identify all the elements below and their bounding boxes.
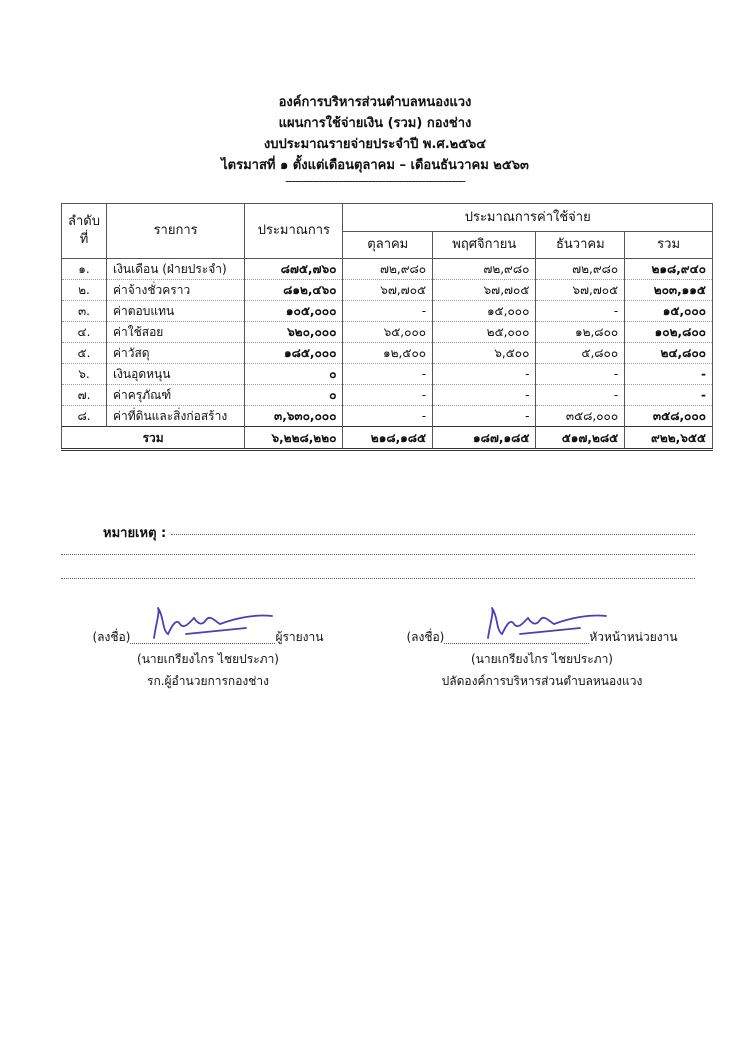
row-estimate: ๖๒๐,๐๐๐ bbox=[245, 322, 343, 343]
row-nov: ๒๕,๐๐๐ bbox=[433, 322, 536, 343]
row-estimate: ๘๗๕,๗๖๐ bbox=[245, 259, 343, 280]
signer-position: ปลัดองค์การบริหารส่วนตำบลหนองแวง bbox=[441, 674, 643, 688]
row-dec: ๓๕๘,๐๐๐ bbox=[536, 406, 625, 427]
row-oct: - bbox=[343, 301, 433, 322]
remark-line bbox=[61, 578, 695, 579]
row-item: ค่าจ้างชั่วคราว bbox=[106, 280, 244, 301]
signature-line bbox=[444, 631, 589, 644]
row-dec: ๑๒,๘๐๐ bbox=[536, 322, 625, 343]
total-nov: ๑๘๗,๑๘๕ bbox=[433, 427, 536, 450]
table-row bbox=[62, 259, 713, 280]
row-estimate: ๑๘๕,๐๐๐ bbox=[245, 343, 343, 364]
row-item: เงินเดือน (ฝ่ายประจำ) bbox=[106, 259, 244, 280]
total-label: รวม bbox=[62, 427, 245, 450]
signature-block-reporter bbox=[78, 626, 338, 692]
row-dec: ๖๗,๗๐๕ bbox=[536, 280, 625, 301]
row-no: ๗. bbox=[62, 385, 107, 406]
row-total: ๒๑๘,๙๔๐ bbox=[625, 259, 713, 280]
header-oct: ตุลาคม bbox=[343, 232, 433, 259]
signer-name: (นายเกรียงไกร ไชยประภา) bbox=[137, 652, 279, 666]
row-no: ๒. bbox=[62, 280, 107, 301]
row-no: ๖. bbox=[62, 364, 107, 385]
remark-label: หมายเหตุ : bbox=[103, 522, 170, 543]
table-row bbox=[62, 406, 713, 427]
remark-line bbox=[61, 554, 695, 555]
row-dec: ๗๒,๙๘๐ bbox=[536, 259, 625, 280]
row-oct: ๗๒,๙๘๐ bbox=[343, 259, 433, 280]
row-total: ๒๔,๘๐๐ bbox=[625, 343, 713, 364]
table-row bbox=[62, 343, 713, 364]
header-item: รายการ bbox=[106, 204, 244, 259]
row-no: ๑. bbox=[62, 259, 107, 280]
row-item: ค่าครุภัณฑ์ bbox=[106, 385, 244, 406]
row-nov: - bbox=[433, 364, 536, 385]
table-row bbox=[62, 364, 713, 385]
total-estimate: ๖,๒๒๘,๒๒๐ bbox=[245, 427, 343, 450]
signature-role: หัวหน้าหน่วยงาน bbox=[589, 630, 678, 644]
signature-prefix: (ลงชื่อ) bbox=[92, 630, 131, 644]
total-row bbox=[62, 427, 713, 450]
signature-block-head bbox=[392, 626, 692, 692]
signature-role: ผู้รายงาน bbox=[275, 630, 324, 644]
row-nov: ๑๕,๐๐๐ bbox=[433, 301, 536, 322]
row-no: ๘. bbox=[62, 406, 107, 427]
row-total: ๓๕๘,๐๐๐ bbox=[625, 406, 713, 427]
total-total: ๙๒๒,๖๕๕ bbox=[625, 427, 713, 450]
table-row bbox=[62, 385, 713, 406]
row-dec: - bbox=[536, 385, 625, 406]
table-row bbox=[62, 280, 713, 301]
row-oct: - bbox=[343, 364, 433, 385]
header-total: รวม bbox=[625, 232, 713, 259]
row-total: ๑๕,๐๐๐ bbox=[625, 301, 713, 322]
row-no: ๕. bbox=[62, 343, 107, 364]
table-row bbox=[62, 322, 713, 343]
total-oct: ๒๑๘,๑๘๕ bbox=[343, 427, 433, 450]
row-oct: ๖๗,๗๐๕ bbox=[343, 280, 433, 301]
row-total: ๑๐๒,๘๐๐ bbox=[625, 322, 713, 343]
header-seq: ลำดับ ที่ bbox=[62, 204, 107, 259]
budget-table bbox=[61, 203, 713, 451]
row-item: ค่าใช้สอย bbox=[106, 322, 244, 343]
header-estimate: ประมาณการ bbox=[245, 204, 343, 259]
plan-title: แผนการใช้จ่ายเงิน (รวม) กองช่าง bbox=[278, 116, 472, 131]
quarter-period: ไตรมาสที่ ๑ ตั้งแต่เดือนตุลาคม – เดือนธันวาคม ๒๕๖๓ bbox=[221, 158, 529, 173]
header-nov: พฤศจิกายน bbox=[433, 232, 536, 259]
row-no: ๓. bbox=[62, 301, 107, 322]
budget-year: งบประมาณรายจ่ายประจำปี พ.ศ.๒๕๖๔ bbox=[263, 137, 487, 152]
total-dec: ๕๑๗,๒๘๕ bbox=[536, 427, 625, 450]
remark-section bbox=[61, 522, 695, 594]
row-estimate: ๐ bbox=[245, 385, 343, 406]
row-estimate: ๓,๖๓๐,๐๐๐ bbox=[245, 406, 343, 427]
header-rule: ------------------------------------------------------ bbox=[285, 174, 465, 188]
row-oct: - bbox=[343, 385, 433, 406]
header-expense-group: ประมาณการค่าใช้จ่าย bbox=[343, 204, 713, 232]
row-item: เงินอุดหนุน bbox=[106, 364, 244, 385]
header-dec: ธันวาคม bbox=[536, 232, 625, 259]
row-nov: ๗๒,๙๘๐ bbox=[433, 259, 536, 280]
row-nov: - bbox=[433, 385, 536, 406]
row-dec: ๕,๘๐๐ bbox=[536, 343, 625, 364]
row-nov: ๖,๕๐๐ bbox=[433, 343, 536, 364]
row-item: ค่าที่ดินและสิ่งก่อสร้าง bbox=[106, 406, 244, 427]
signature-prefix: (ลงชื่อ) bbox=[406, 630, 445, 644]
row-item: ค่าวัสดุ bbox=[106, 343, 244, 364]
row-nov: - bbox=[433, 406, 536, 427]
remark-line bbox=[171, 534, 695, 535]
row-estimate: ๑๐๕,๐๐๐ bbox=[245, 301, 343, 322]
table-row bbox=[62, 301, 713, 322]
signer-position: รก.ผู้อำนวยการกองช่าง bbox=[147, 674, 269, 688]
document-header bbox=[0, 92, 750, 186]
row-item: ค่าตอบแทน bbox=[106, 301, 244, 322]
row-total: - bbox=[625, 364, 713, 385]
row-oct: ๖๕,๐๐๐ bbox=[343, 322, 433, 343]
row-nov: ๖๗,๗๐๕ bbox=[433, 280, 536, 301]
org-name: องค์การบริหารส่วนตำบลหนองแวง bbox=[278, 95, 472, 110]
signer-name: (นายเกรียงไกร ไชยประภา) bbox=[471, 652, 613, 666]
row-no: ๔. bbox=[62, 322, 107, 343]
row-total: - bbox=[625, 385, 713, 406]
row-estimate: ๘๑๒,๔๖๐ bbox=[245, 280, 343, 301]
row-dec: - bbox=[536, 364, 625, 385]
row-estimate: ๐ bbox=[245, 364, 343, 385]
signature-line bbox=[130, 631, 275, 644]
row-oct: - bbox=[343, 406, 433, 427]
row-dec: - bbox=[536, 301, 625, 322]
row-total: ๒๐๓,๑๑๕ bbox=[625, 280, 713, 301]
row-oct: ๑๒,๕๐๐ bbox=[343, 343, 433, 364]
